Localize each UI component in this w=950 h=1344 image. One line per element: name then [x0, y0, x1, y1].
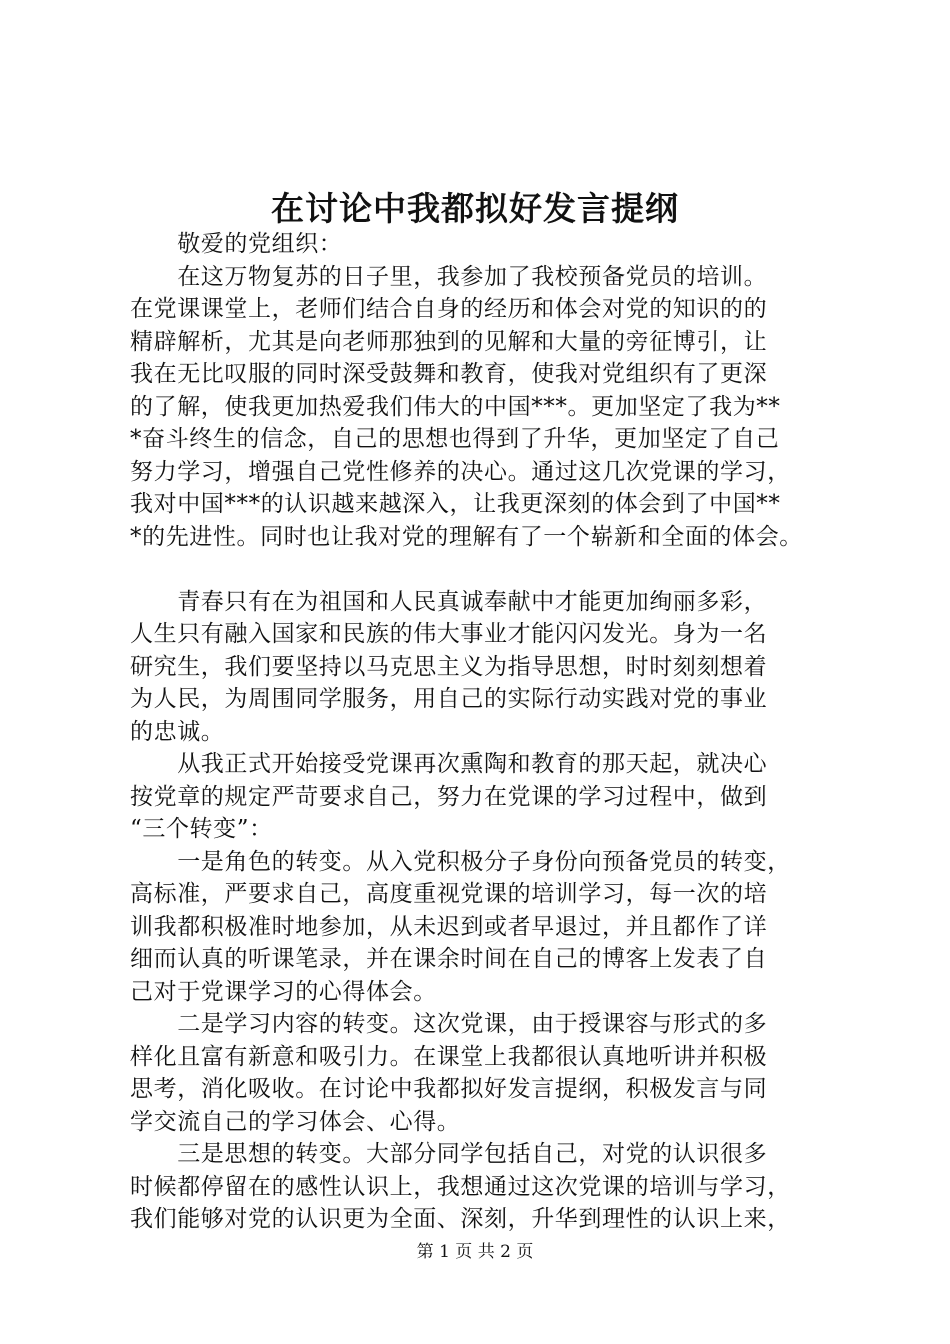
text-line: *奋斗终生的信念，自己的思想也得到了升华，更加坚定了自己 — [130, 426, 780, 452]
document-body — [130, 228, 850, 1236]
document-title: 在讨论中我都拟好发言提纲 — [271, 189, 679, 228]
text-line: 我对中国***的认识越来越深入，让我更深刻的体会到了中国** — [130, 491, 781, 517]
text-line: 细而认真的听课笔录，并在课余时间在自己的博客上发表了自 — [130, 946, 768, 972]
text-line: 在党课课堂上，老师们结合自身的经历和体会对党的知识的的 — [130, 296, 768, 322]
text-line: 我们能够对党的认识更为全面、深刻，升华到理性的认识上来， — [130, 1206, 791, 1232]
paragraph-gap — [130, 553, 850, 586]
text-line: 人生只有融入国家和民族的伟大事业才能闪闪发光。身为一名 — [130, 621, 768, 647]
text-line: 精辟解析，尤其是向老师那独到的见解和大量的旁征博引，让 — [130, 328, 768, 355]
text-line: 从我正式开始接受党课再次熏陶和教育的那天起，就决心 — [130, 751, 768, 777]
text-line: “三个转变”： — [130, 816, 273, 842]
text-line: 在这万物复苏的日子里，我参加了我校预备党员的培训。 — [130, 263, 768, 290]
text-line: 研究生，我们要坚持以马克思主义为指导思想，时时刻刻想着 — [130, 653, 768, 680]
text-line: 按党章的规定严苛要求自己，努力在党课的学习过程中，做到 — [130, 783, 768, 810]
text-line: 思考，消化吸收。在讨论中我都拟好发言提纲，积极发言与同 — [130, 1076, 768, 1102]
text-line: 一是角色的转变。从入党积极分子身份向预备党员的转变， — [130, 848, 791, 875]
text-line: 为人民，为周围同学服务，用自己的实际行动实践对党的事业 — [130, 686, 768, 712]
page-footer: 第 1 页 共 2 页 — [416, 1242, 534, 1262]
text-line: 高标准，严要求自己，高度重视党课的培训学习，每一次的培 — [130, 881, 768, 907]
text-line: 己对于党课学习的心得体会。 — [130, 978, 437, 1005]
text-line: 的忠诚。 — [130, 718, 225, 745]
text-line: 努力学习，增强自己党性修养的决心。通过这几次党课的学习， — [130, 458, 791, 485]
text-line: *的先进性。同时也让我对党的理解有了一个崭新和全面的体会。 — [130, 523, 803, 550]
text-line: 学交流自己的学习体会、心得。 — [130, 1108, 461, 1135]
text-line: 青春只有在为祖国和人民真诚奉献中才能更加绚丽多彩， — [130, 588, 768, 615]
text-line: 训我都积极准时地参加，从未迟到或者早退过，并且都作了详 — [130, 913, 768, 940]
text-line: 敬爱的党组织： — [130, 231, 343, 257]
text-line: 时候都停留在的感性认识上，我想通过这次党课的培训与学习， — [130, 1173, 791, 1200]
text-line: 三是思想的转变。大部分同学包括自己，对党的认识很多 — [130, 1141, 768, 1167]
text-line: 二是学习内容的转变。这次党课，由于授课容与形式的多 — [130, 1011, 768, 1037]
text-line: 样化且富有新意和吸引力。在课堂上我都很认真地听讲并积极 — [130, 1043, 768, 1070]
text-line: 的了解，使我更加热爱我们伟大的中国***。更加坚定了我为** — [130, 393, 781, 420]
text-line: 我在无比叹服的同时深受鼓舞和教育，使我对党组织有了更深 — [130, 361, 768, 387]
